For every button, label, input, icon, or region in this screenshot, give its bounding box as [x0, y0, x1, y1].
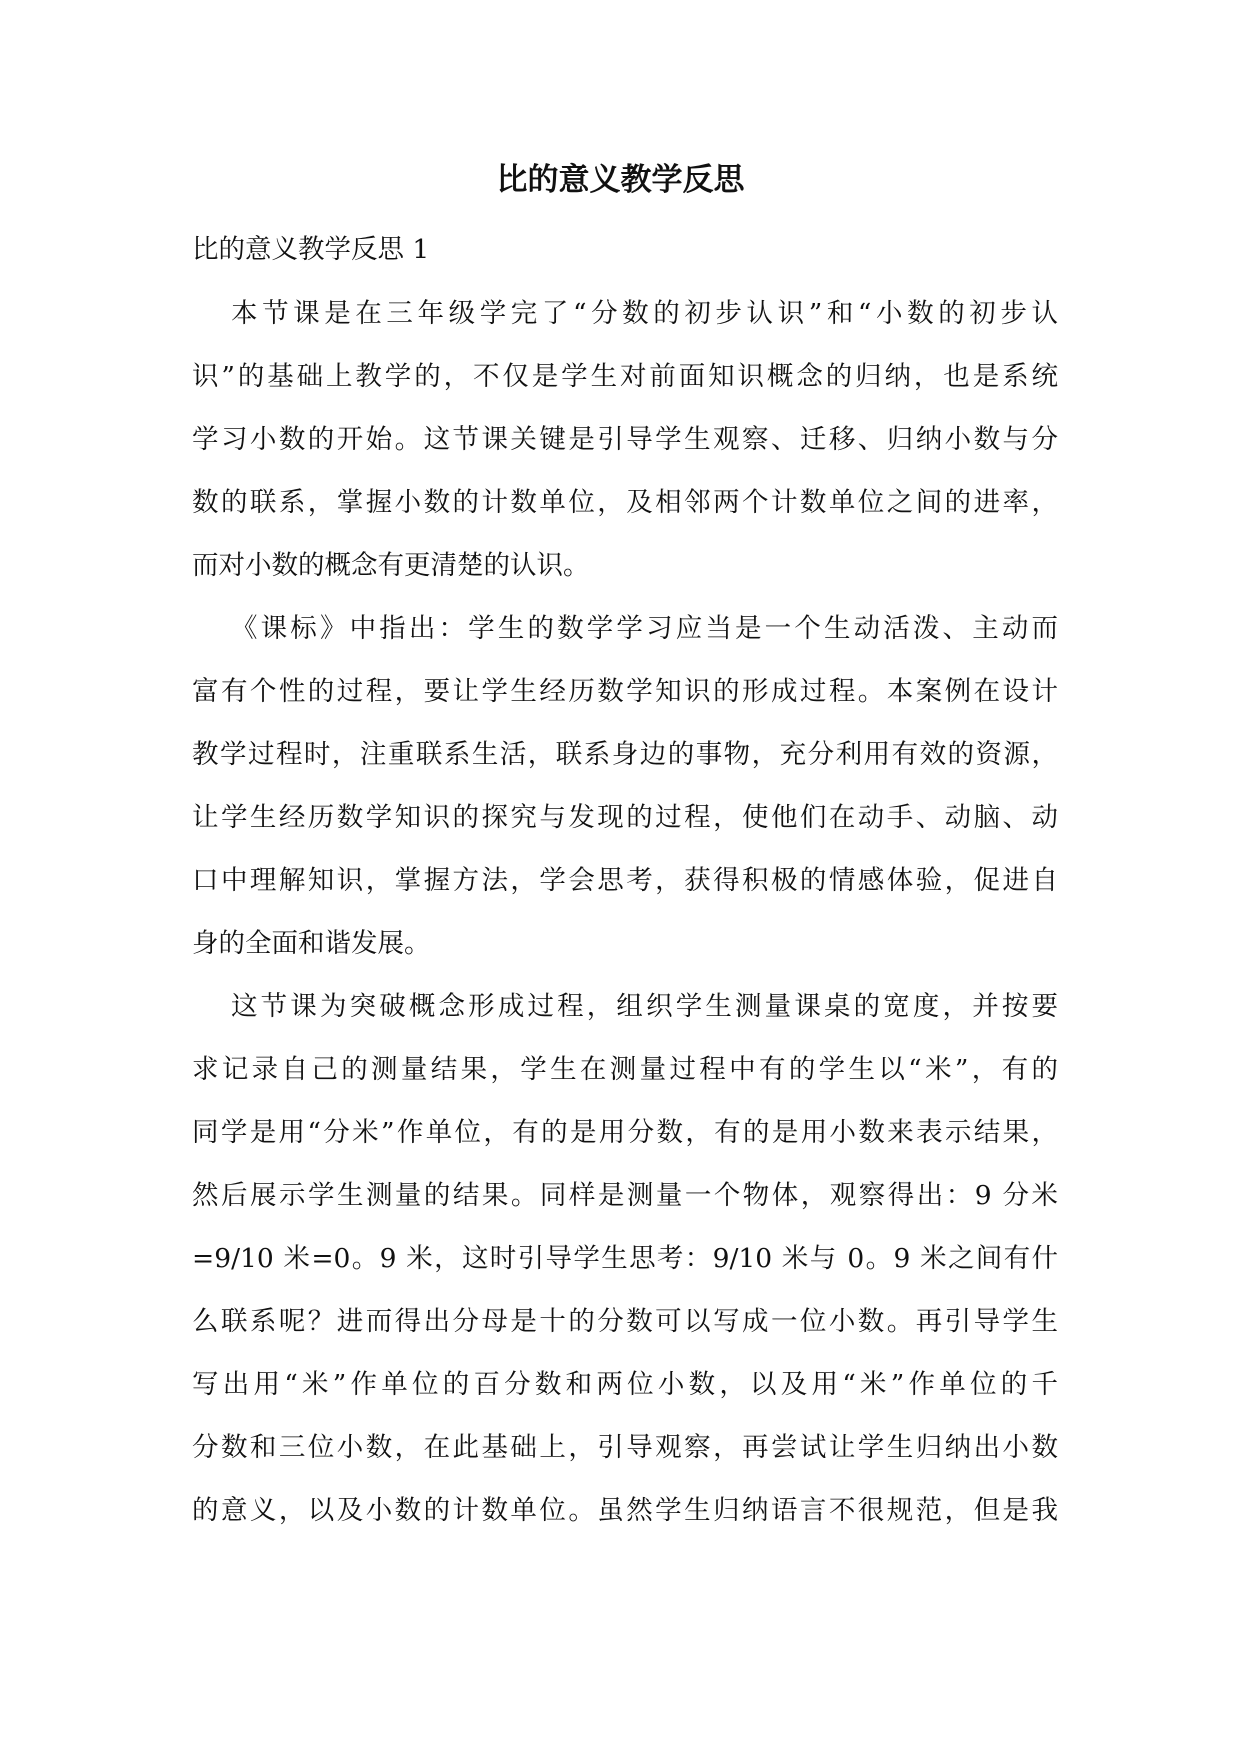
- document-title: 比的意义教学反思: [496, 162, 745, 198]
- paragraph-2-line-2: 富有个性的过程，要让学生经历数学知识的形成过程。本案例在设计: [192, 676, 1058, 707]
- paragraph-2-line-1: 《课标》中指出：学生的数学学习应当是一个生动活泼、主动而: [231, 613, 1058, 644]
- paragraph-1-line-1: 本节课是在三年级学完了“分数的初步认识”和“小数的初步认: [231, 298, 1058, 329]
- paragraph-3-line-4: 然后展示学生测量的结果。同样是测量一个物体，观察得出：9 分米: [192, 1180, 1058, 1211]
- paragraph-3-line-5: =9/10 米=0。9 米，这时引导学生思考：9/10 米与 0。9 米之间有什: [192, 1243, 1058, 1274]
- paragraph-3-line-9: 的意义，以及小数的计数单位。虽然学生归纳语言不很规范，但是我: [192, 1495, 1058, 1526]
- paragraph-3-line-2: 求记录自己的测量结果，学生在测量过程中有的学生以“米”，有的: [192, 1054, 1058, 1085]
- paragraph-1-line-3: 学习小数的开始。这节课关键是引导学生观察、迁移、归纳小数与分: [192, 424, 1058, 455]
- paragraph-1-line-2: 识”的基础上教学的，不仅是学生对前面知识概念的归纳，也是系统: [192, 361, 1058, 392]
- paragraph-2-line-5: 口中理解知识，掌握方法，学会思考，获得积极的情感体验，促进自: [192, 865, 1058, 896]
- paragraph-2-line-6: 身的全面和谐发展。: [192, 928, 431, 959]
- paragraph-3-line-8: 分数和三位小数，在此基础上，引导观察，再尝试让学生归纳出小数: [192, 1432, 1058, 1463]
- paragraph-1-line-4: 数的联系，掌握小数的计数单位，及相邻两个计数单位之间的进率，: [192, 487, 1058, 518]
- paragraph-3-line-7: 写出用“米”作单位的百分数和两位小数，以及用“米”作单位的千: [192, 1369, 1058, 1400]
- paragraph-3-line-3: 同学是用“分米”作单位，有的是用分数，有的是用小数来表示结果，: [192, 1117, 1058, 1148]
- paragraph-3-line-1: 这节课为突破概念形成过程，组织学生测量课桌的宽度，并按要: [231, 991, 1058, 1022]
- paragraph-3-line-6: 么联系呢？进而得出分母是十的分数可以写成一位小数。再引导学生: [192, 1306, 1058, 1337]
- paragraph-1-line-5: 而对小数的概念有更清楚的认识。: [192, 550, 590, 581]
- section-heading: 比的意义教学反思 1: [192, 234, 430, 265]
- paragraph-2-line-3: 教学过程时，注重联系生活，联系身边的事物，充分利用有效的资源，: [192, 739, 1058, 770]
- paragraph-2-line-4: 让学生经历数学知识的探究与发现的过程，使他们在动手、动脑、动: [192, 802, 1058, 833]
